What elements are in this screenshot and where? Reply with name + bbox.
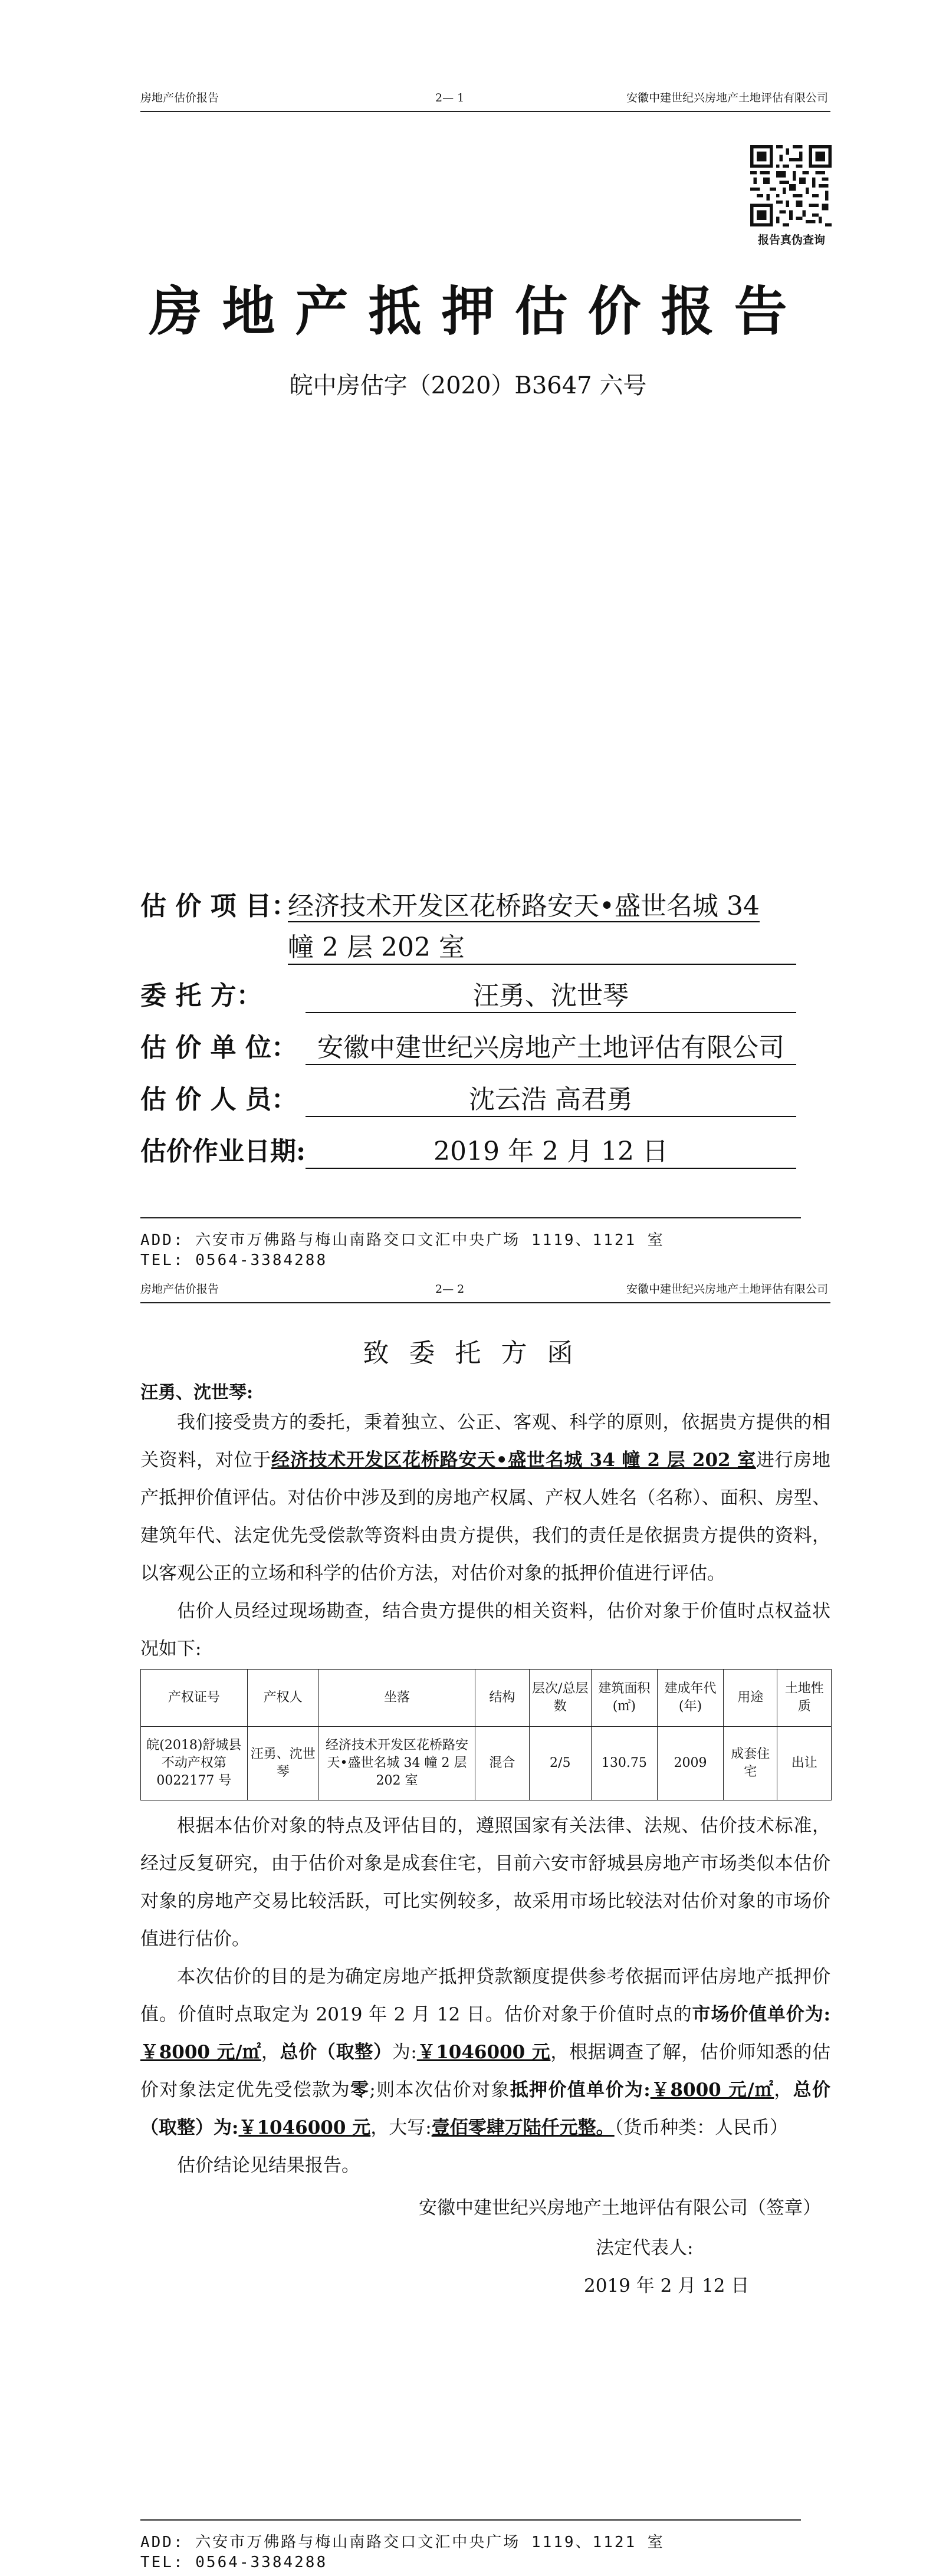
running-header [140,87,830,112]
table-header-row [141,1670,832,1727]
footer-tel: TEL: 0564-3384288 [140,2554,328,2571]
valuation-unit-value: 安徽中建世纪兴房地产土地评估有限公司 [306,1026,796,1065]
conclusion-text: ，大写: [370,2117,432,2138]
qr-caption: 报告真伪查询 [757,234,825,247]
qr-code-icon [750,145,832,226]
mortgage-unit-price: ￥8000 元/㎡ [650,2079,774,2101]
salutation: 汪勇、沈世琴: [140,1382,254,1403]
table-cell: 130.75 [591,1727,657,1800]
conclusion-text: 本次估价的目的是为确定房地产抵押贷款额度提供参考依据而评估房地产抵押价值。价值时点取定为 2019 年 2 月 12 日。估价对象于价值时点的 [140,1966,830,2025]
mortgage-total-label: 总价（取整）为: [140,2079,831,2138]
page-number: 2— 1 [435,91,465,104]
conclusion-text: ，根据调查了解，估价师知悉的估价对象法定优先受偿款为 [140,2042,831,2101]
table-header-cell: 坐落 [318,1670,475,1727]
mortgage-total-price: ￥1046000 元 [238,2117,371,2138]
table-cell: 混合 [475,1727,529,1800]
market-unit-label: 市场价值单价为: [692,2004,830,2025]
table-header-cell: 产权证号 [141,1670,248,1727]
report-number: 皖中房估字（2020）B3647 六号 [289,372,647,399]
paragraph-conclusion [140,1958,830,2147]
table-header-cell: 层次/总层数 [529,1670,591,1727]
table-header-cell: 建筑面积(㎡) [591,1670,657,1727]
header-left: 房地产估价报告 [140,91,219,104]
footer-address: ADD: 六安市万佛路与梅山南路交口文汇中央广场 1119、1121 室 [140,1231,665,1249]
valuers-value: 沈云浩 高君勇 [306,1078,796,1117]
table-cell: 2009 [657,1727,723,1800]
conclusion-text: ， [261,2042,280,2063]
table-cell: 成套住宅 [723,1727,777,1800]
conclusion-text: （货币种类：人民币） [614,2117,789,2138]
label-work-date: 估价作业日期: [140,1136,306,1167]
footer-rule [140,2519,801,2521]
work-date-value: 2019 年 2 月 12 日 [306,1130,796,1169]
market-unit-price: ￥8000 元/㎡ [140,2042,261,2063]
property-address-highlight: 经济技术开发区花桥路安天•盛世名城 34 幢 2 层 202 室 [271,1450,756,1471]
paragraph-method: 根据本估价对象的特点及评估目的，遵照国家有关法律、法规、估价技术标准，经过反复研究，由于估价对象是成套住宅，目前六安市舒城县房地产市场类似本估价对象的房地产交易比较活跃，可比实例较多，故采用市场比较法对估价对象的市场价值进行估价。 [140,1815,830,1950]
property-table [140,1669,832,1800]
table-header-cell: 土地性质 [777,1670,832,1727]
header-right: 安徽中建世纪兴房地产土地评估有限公司 [626,91,828,104]
table-cell: 皖(2018)舒城县不动产权第 0022177 号 [141,1727,248,1800]
market-total-label: 总价（取整） [280,2042,392,2063]
valuation-item-line1 [288,885,796,922]
valuation-item-line2: 幢 2 层 202 室 [288,926,796,965]
client-value: 汪勇、沈世琴 [306,974,796,1013]
footer-address: ADD: 六安市万佛路与梅山南路交口文汇中央广场 1119、1121 室 [140,2534,665,2551]
table-cell: 汪勇、沈世琴 [247,1727,318,1800]
priority-claim-value: 零 [350,2079,370,2101]
table-cell: 2/5 [529,1727,591,1800]
label-client: 委 托 方： [140,981,262,1011]
amount-in-words: 壹佰零肆万陆仟元整。 [431,2117,615,2138]
paragraph-see-results: 估价结论见结果报告。 [177,2155,360,2176]
header-left: 房地产估价报告 [140,1283,219,1296]
intro-text-a: 我们接受贵方的委托，秉着独立、公正、客观、科学的原则，依据贵方提供的相关资料，对位于 [140,1412,830,1471]
label-valuation-item: 估 价 项 目： [140,891,297,921]
valuation-item-text1: 经济技术开发区花桥路安天•盛世名城 34 [288,891,760,921]
label-valuers: 估 价 人 员： [140,1085,297,1115]
report-title: 房地产抵押估价报告 [149,280,807,343]
table-row [141,1727,832,1800]
market-total-price: ￥1046000 元 [416,2042,551,2063]
table-cell: 经济技术开发区花桥路安天•盛世名城 34 幢 2 层 202 室 [318,1727,475,1800]
footer-rule [140,1217,801,1218]
cover-page [0,0,936,1274]
table-header-cell: 产权人 [247,1670,318,1727]
header-right: 安徽中建世纪兴房地产土地评估有限公司 [626,1283,828,1296]
mortgage-unit-label: 抵押价值单价为: [510,2079,651,2101]
conclusion-text: ;则本次估价对象 [369,2079,510,2101]
table-header-cell: 建成年代(年) [657,1670,723,1727]
conclusion-text: 为: [392,2042,417,2063]
table-header-cell: 结构 [475,1670,529,1727]
label-valuation-unit: 估 价 单 位： [140,1033,297,1063]
letter-title: 致委托方函 [363,1338,593,1368]
running-header [140,1279,830,1303]
footer-tel: TEL: 0564-3384288 [140,1251,328,1269]
table-cell: 出让 [777,1727,832,1800]
conclusion-text: ， [774,2079,793,2101]
intro-text-c: 进行房地产抵押价值评估。对估价中涉及到的房地产权属、产权人姓名（名称）、面积、房型、建筑年代、法定优先受偿款等资料由贵方提供，我们的责任是依据贵方提供的资料，以客观公正的立场和科学的估价方法，对估价对象的抵押价值进行评估。 [140,1450,830,1584]
signature-date: 2019 年 2 月 12 日 [584,2275,750,2296]
signature-representative: 法定代表人: [596,2237,694,2259]
page-number: 2— 2 [435,1283,465,1296]
signature-company: 安徽中建世纪兴房地产土地评估有限公司（签章） [419,2197,821,2219]
paragraph-rights: 估价人员经过现场勘查，结合贵方提供的相关资料，估价对象于价值时点权益状况如下: [140,1601,830,1660]
paragraph-intro [140,1404,830,1592]
table-header-cell: 用途 [723,1670,777,1727]
